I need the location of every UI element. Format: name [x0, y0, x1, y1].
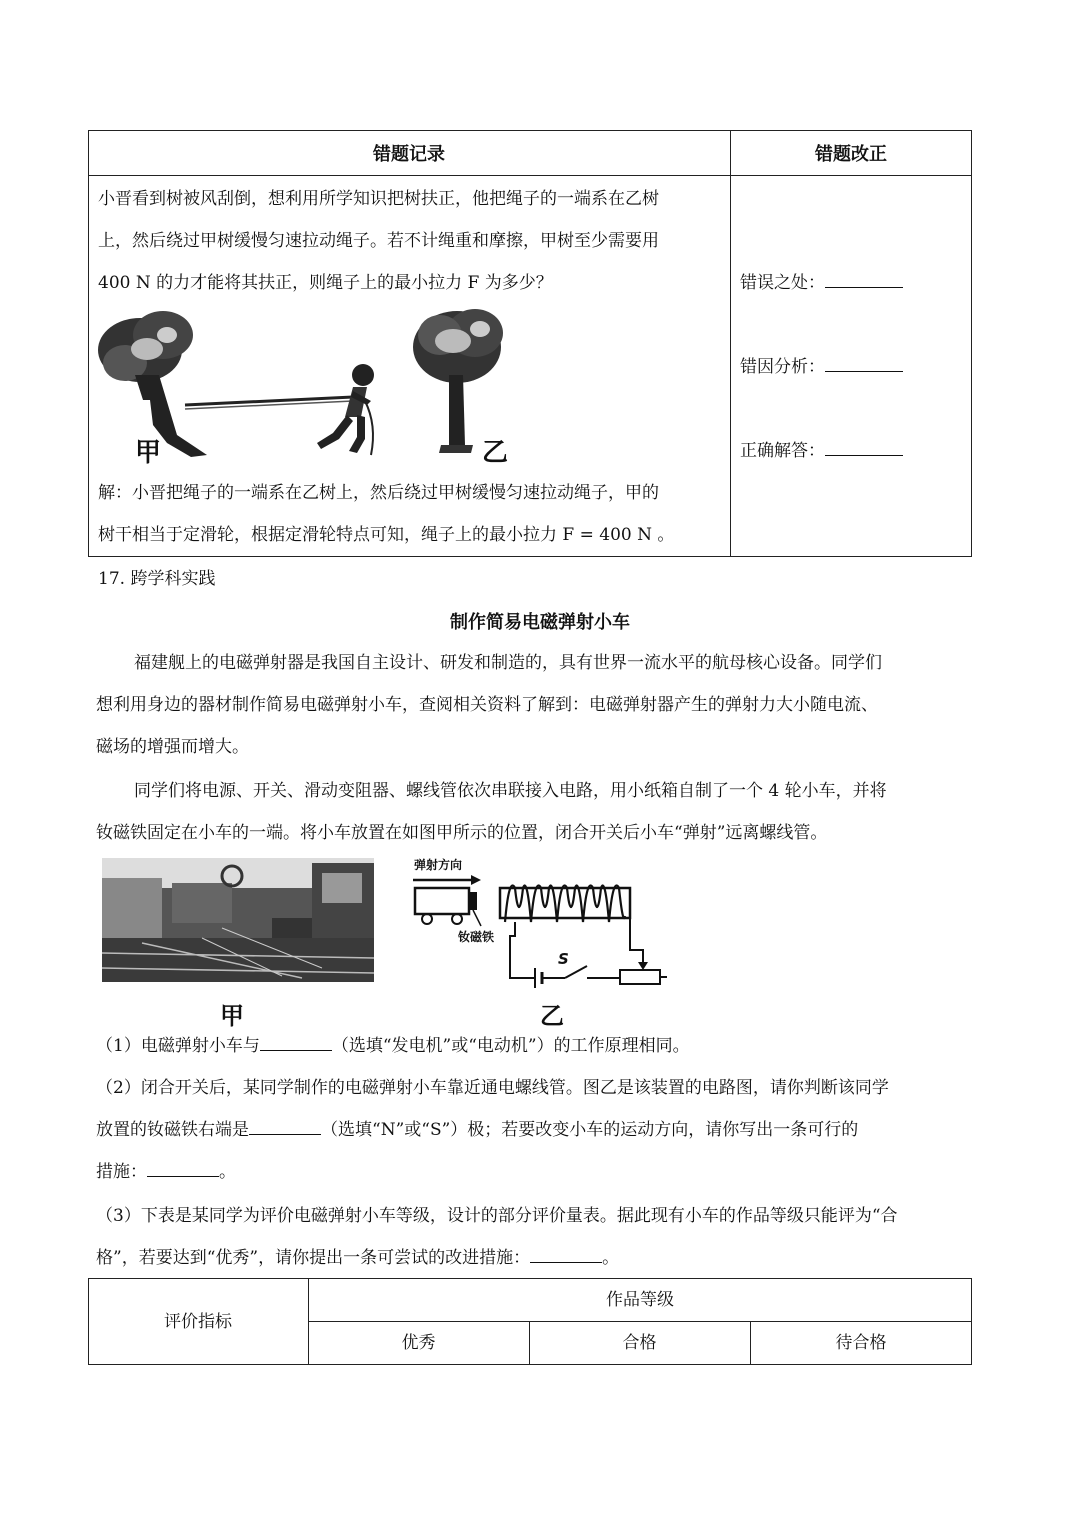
sub2-post: 。	[219, 1162, 236, 1182]
paragraph-2	[96, 770, 996, 854]
sub-question-2	[96, 1067, 996, 1193]
header-error-record: 错题记录	[373, 144, 445, 165]
answer-blank[interactable]	[147, 1158, 219, 1177]
label-tree-yi: 乙	[482, 438, 509, 468]
person-pulling	[317, 364, 374, 455]
rheostat	[620, 970, 660, 984]
sub1-pre: （1）电磁弹射小车与	[96, 1036, 260, 1056]
circuit-diagram-yi	[405, 856, 670, 988]
answer-blank[interactable]	[249, 1116, 321, 1135]
answer-blank[interactable]	[825, 269, 903, 288]
sub3-pre: 格”，若要达到“优秀”，请你提出一条可尝试的改进措施：	[96, 1248, 531, 1268]
sub2-line: （2）闭合开关后，某同学制作的电磁弹射小车靠近通电螺线管。图乙是该装置的电路图，请你判断该同学	[96, 1078, 889, 1098]
field-error-analysis	[740, 346, 965, 430]
sub3-post: 。	[602, 1248, 620, 1268]
diagram-magnet-label: 钕磁铁	[458, 930, 495, 944]
indicator-header: 评价指标	[164, 1312, 232, 1332]
correction-fields	[740, 262, 965, 514]
solution-line: 树干相当于定滑轮，根据定滑轮特点可知，绳子上的最小拉力 F = 400 N 。	[98, 525, 675, 545]
problem-line: 400 N 的力才能将其扶正，则绳子上的最小拉力 F 为多少？	[98, 273, 553, 293]
magnet	[469, 892, 477, 910]
grade-excellent: 优秀	[401, 1333, 436, 1353]
solution-text	[98, 472, 728, 556]
header-error-correction: 错题改正	[815, 144, 887, 165]
sub1-post: （选填“发电机”或“电动机”）的工作原理相同。	[331, 1036, 690, 1056]
sub2-pre: 措施：	[96, 1162, 147, 1182]
sub2-post: （选填“N”或“S”）极；若要改变小车的运动方向，请你写出一条可行的	[321, 1120, 859, 1140]
label-figure-yi: 乙	[540, 1002, 564, 1030]
para-line: 想利用身边的器材制作简易电磁弹射小车，查阅相关资料了解到：电磁弹射器产生的弹射力大小随电流、	[96, 695, 878, 715]
answer-blank[interactable]	[825, 437, 903, 456]
question-number: 17. 跨学科实践	[98, 569, 216, 589]
sub2-line	[96, 1151, 996, 1193]
problem-text	[98, 178, 728, 304]
grade-pending: 待合格	[835, 1333, 887, 1353]
diagram-direction-label: 弹射方向	[414, 858, 463, 872]
para-line: 福建舰上的电磁弹射器是我国自主设计、研发和制造的，具有世界一流水平的航母核心设备。同学们	[134, 653, 882, 673]
sub2-line	[96, 1109, 996, 1151]
grade-header: 作品等级	[606, 1290, 674, 1310]
photo-figure-jia	[102, 858, 374, 982]
grade-pass: 合格	[622, 1333, 657, 1353]
para-line: 钕磁铁固定在小车的一端。将小车放置在如图甲所示的位置，闭合开关后小车“弹射”远离螺线管。	[96, 823, 828, 843]
question-title: 制作简易电磁弹射小车	[450, 612, 630, 633]
answer-blank[interactable]	[825, 353, 903, 372]
sub2-pre: 放置的钕磁铁右端是	[96, 1120, 249, 1140]
field-correct-answer	[740, 430, 965, 514]
para-line: 磁场的增强而增大。	[96, 737, 249, 757]
table1-header-line	[88, 175, 972, 176]
para-line: 同学们将电源、开关、滑动变阻器、螺线管依次串联接入电路，用小纸箱自制了一个 4 轮小车，并将	[134, 781, 887, 801]
problem-line: 上，然后绕过甲树缓慢匀速拉动绳子。若不计绳重和摩擦，甲树至少需要用	[98, 231, 659, 251]
sub3-line	[96, 1237, 996, 1279]
answer-blank[interactable]	[260, 1032, 332, 1051]
field-label: 错因分析：	[740, 357, 825, 377]
rope	[185, 397, 353, 405]
paragraph-1	[96, 642, 996, 768]
field-label: 正确解答：	[740, 441, 825, 461]
field-label: 错误之处：	[740, 273, 825, 293]
diagram-switch-label: S	[558, 950, 569, 968]
label-tree-jia: 甲	[135, 438, 162, 468]
solution-line: 解：小晋把绳子的一端系在乙树上，然后绕过甲树缓慢匀速拉动绳子，甲的	[98, 483, 659, 503]
answer-blank[interactable]	[530, 1244, 602, 1263]
sub-question-1	[96, 1025, 996, 1067]
field-error-location	[740, 262, 965, 346]
sub3-line: （3）下表是某同学为评价电磁弹射小车等级，设计的部分评价量表。据此现有小车的作品等级只能评为“合	[96, 1206, 898, 1226]
table1-divider	[730, 130, 731, 557]
problem-line: 小晋看到树被风刮倒，想利用所学知识把树扶正，他把绳子的一端系在乙树	[98, 189, 659, 209]
label-figure-jia: 甲	[220, 1002, 244, 1030]
car	[415, 888, 469, 914]
sub-question-3	[96, 1195, 996, 1279]
